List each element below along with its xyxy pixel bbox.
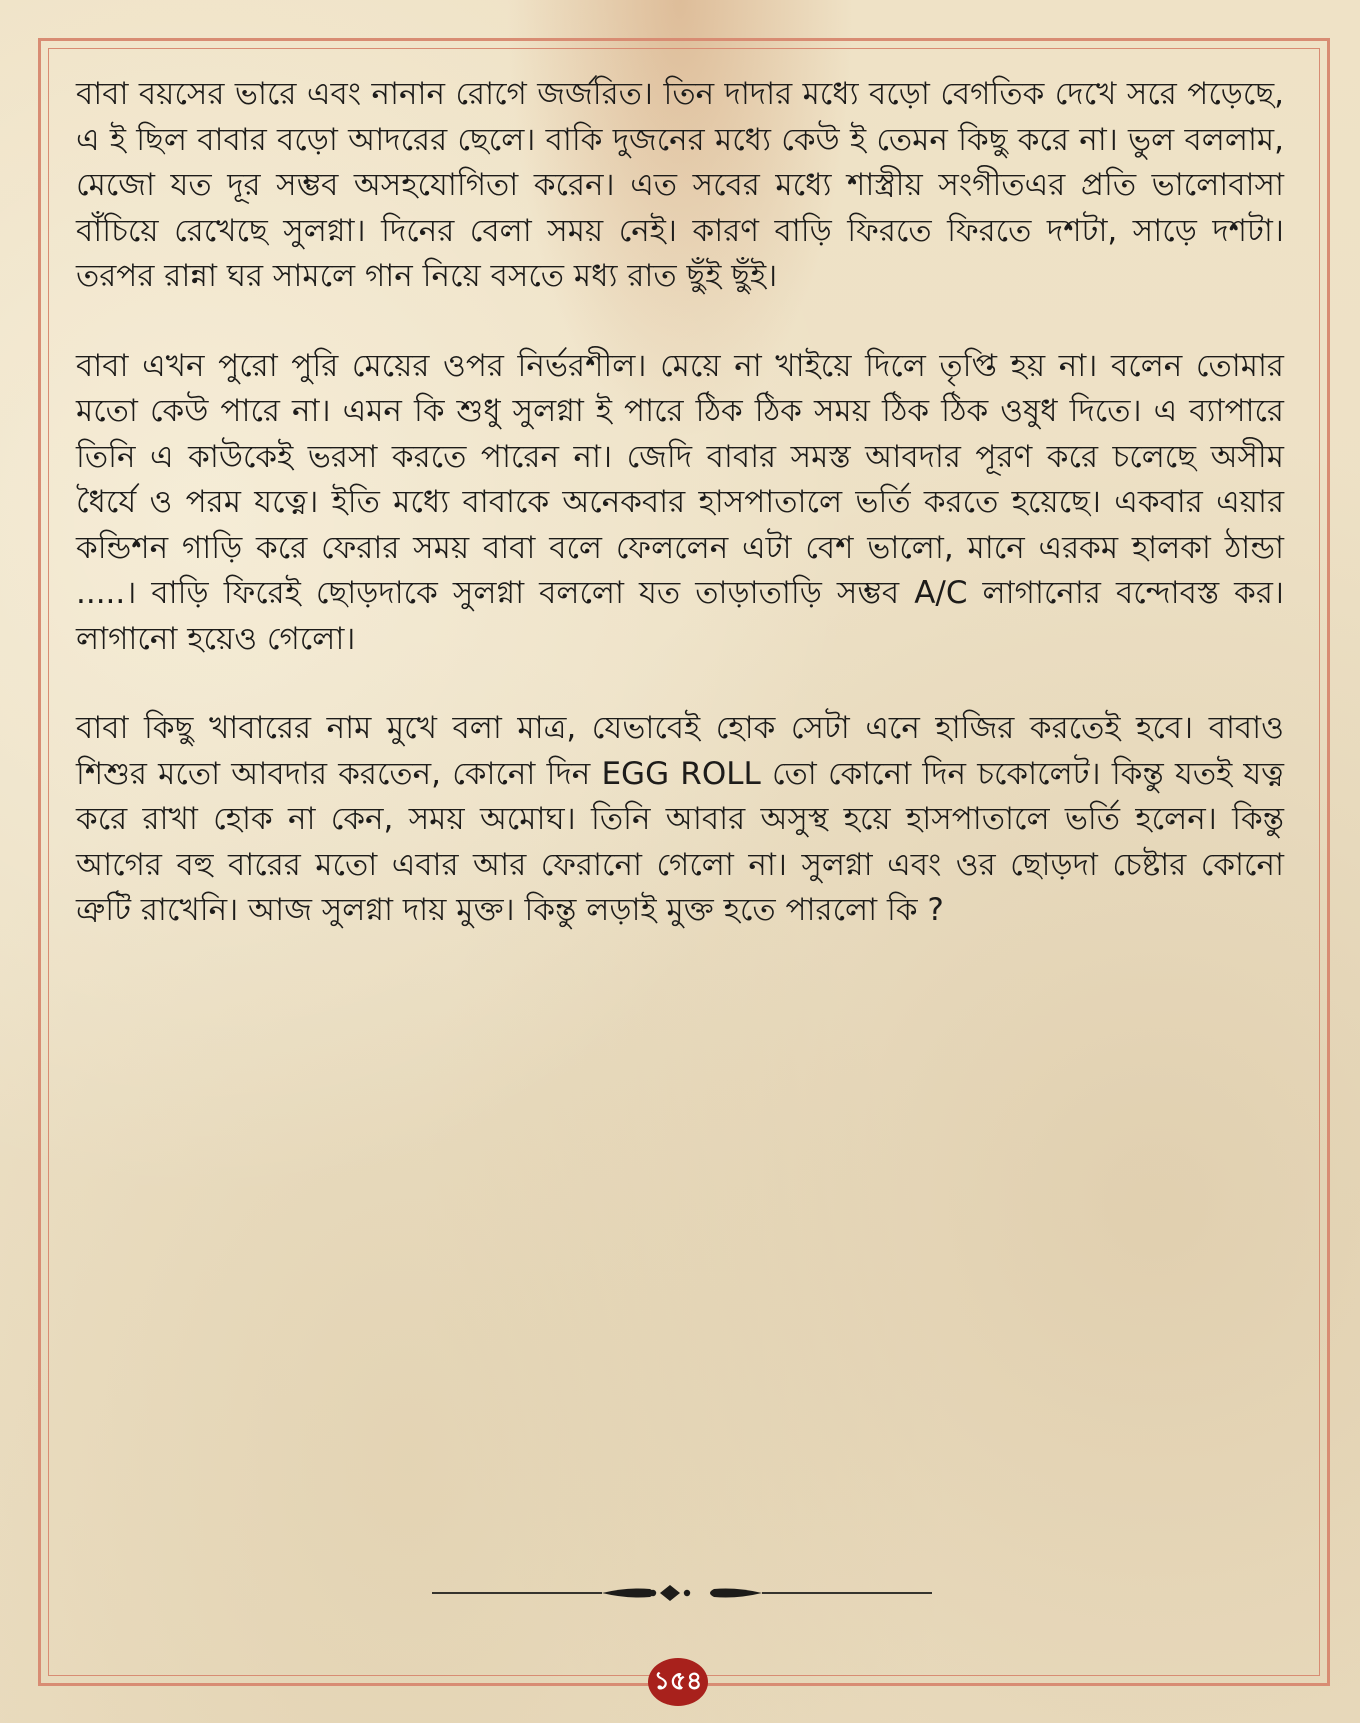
page-number: ১৫৪ — [653, 1665, 703, 1695]
divider-flourish-icon — [432, 1578, 932, 1608]
text-body — [76, 72, 1284, 978]
paragraph-3: বাবা কিছু খাবারের নাম মুখে বলা মাত্র, যেভাবেই হোক সেটা এনে হাজির করতেই হবে। বাবাও শিশুর মতো আবদার করতেন, কোনো দিন EGG ROLL তো কোনো দিন চকোলেট। কিন্তু যতই যত্ন করে রাখা হোক না কেন, সময় অমোঘ। তিনি আবার অসুস্থ হয়ে হাসপাতালে ভর্তি হলেন। কিন্তু আগের বহু বারের মতো এবার আর ফেরানো গেলো না। সুলগ্না এবং ওর ছোড়দা চেষ্টার কোনো ত্রুটি রাখেনি। আজ সুলগ্না দায় মুক্ত। কিন্তু লড়াই মুক্ত হতে পারলো কি ? — [76, 710, 1284, 928]
page-number-badge — [648, 1658, 708, 1706]
paragraph-2: বাবা এখন পুরো পুরি মেয়ের ওপর নির্ভরশীল। মেয়ে না খাইয়ে দিলে তৃপ্তি হয় না। বলেন তোমার মতো কেউ পারে না। এমন কি শুধু সুলগ্না ই পারে ঠিক ঠিক সময় ঠিক ঠিক ওষুধ দিতে। এ ব্যাপারে তিনি এ কাউকেই ভরসা করতে পারেন না। জেদি বাবার সমস্ত আবদার পূরণ করে চলেছে অসীম ধৈর্যে ও পরম যত্নে। ইতি মধ্যে বাবাকে অনেকবার হাসপাতালে ভর্তি করতে হয়েছে। একবার এয়ার কন্ডিশন গাড়ি করে ফেরার সময় বাবা বলে ফেললেন এটা বেশ ভালো, মানে এরকম হালকা ঠান্ডা .....। বাড়ি ফিরেই ছোড়দাকে সুলগ্না বললো যত তাড়াতাড়ি সম্ভব A/C লাগানোর বন্দোবস্ত কর। লাগানো হয়েও গেলো। — [76, 347, 1284, 657]
section-divider-ornament — [432, 1578, 932, 1608]
paragraph-1: বাবা বয়সের ভারে এবং নানান রোগে জর্জরিত। তিন দাদার মধ্যে বড়ো বেগতিক দেখে সরে পড়েছে, এ ই ছিল বাবার বড়ো আদরের ছেলে। বাকি দুজনের মধ্যে কেউ ই তেমন কিছু করে না। ভুল বললাম, মেজো যত দূর সম্ভব অসহযোগিতা করেন। এত সবের মধ্যে শাস্ত্রীয় সংগীতএর প্রতি ভালোবাসা বাঁচিয়ে রেখেছে সুলগ্না। দিনের বেলা সময় নেই। কারণ বাড়ি ফিরতে ফিরতে দশটা, সাড়ে দশটা। তরপর রান্না ঘর সামলে গান নিয়ে বসতে মধ্য রাত ছুঁই ছুঁই। — [76, 76, 1284, 294]
